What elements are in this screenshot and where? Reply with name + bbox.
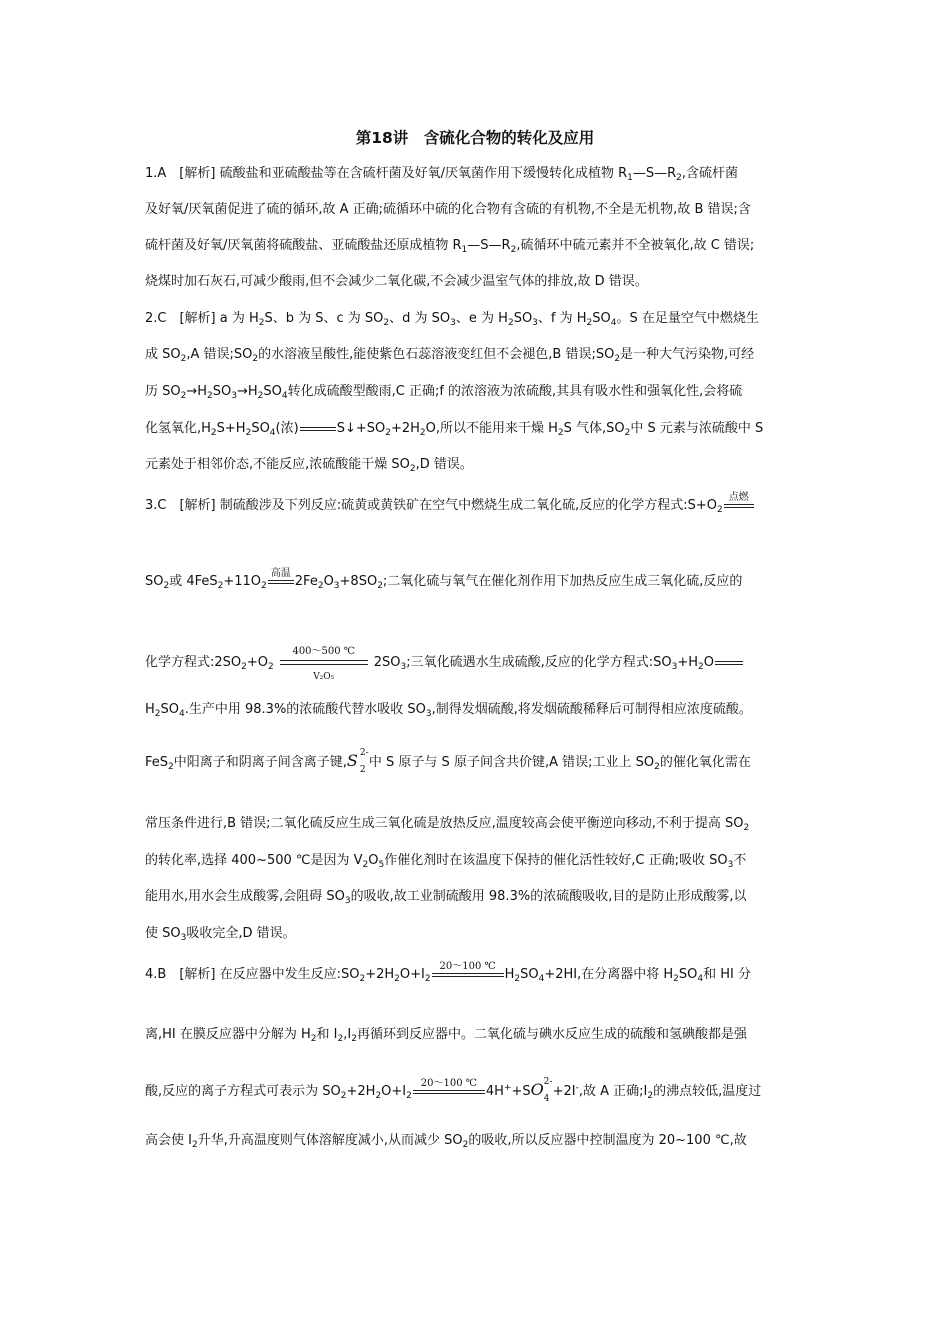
q4-line-4: 高会使 $I_2$升华,升高温度则气体溶解度减小,从而减少 $SO_2$的吸收,所以反应器中控制温度为 20~100 ℃,故 — [145, 1133, 747, 1150]
page-title: 第18讲 含硫化合物的转化及应用 — [355, 129, 595, 147]
q1-line-4: 烧煤时加石灰石,可减少酸雨,但不会减少二氧化碳,不会减少温室气体的排放,故 D 错误。 — [145, 274, 648, 289]
q2-line-2: 成 $SO_2,A$ 错误$;SO_2$的水溶液呈酸性,能使紫色石蕊溶液变红但不会褪色,B 错误$;SO_2$是一种大气污染物,可经 — [145, 347, 755, 364]
q2-line-1: 2.C [解析] a 为 $H_2S$、b 为 S、c 为 $SO_2$、d 为 $SO_3$、e 为 $H_2SO_3$、f 为 $H_2SO_4$。S 在足量空气中燃烧生 — [145, 311, 759, 328]
q3-line-5: FeS$_2$中阳离子和阴离子间含离子键,S 2- 2 中 S 原子与 S 原子间含共价键,A 错误;工业上 $SO_2$的催化氧化需在 — [145, 748, 751, 775]
q1-line-3: 硫杆菌及好氧/厌氧菌将硫酸盐、亚硫酸盐还原成植物 $R_1—S—R_2$,硫循环中硫元素并不全被氧化,故 C 错误; — [145, 238, 755, 255]
condition-arrow: 20～100 ℃ — [432, 973, 504, 977]
q3-line-6: 常压条件进行,B 错误;二氧化硫反应生成三氧化硫是放热反应,温度较高会使平衡逆向移动,不利于提高 $SO_2$ — [145, 816, 750, 833]
condition-arrow: 20～100 ℃ — [413, 1090, 485, 1094]
sulfate-ion: O 2- 4 — [530, 1077, 553, 1104]
disulfide-ion: S 2- 2 — [346, 748, 369, 775]
condition-arrow: 高温 — [268, 580, 294, 584]
q2-line-3: 历 $SO_2\to H_2SO_3\to H_2SO_4$转化成硫酸型酸雨,C 正确;f 的浓溶液为浓硫酸,其具有吸水性和强氧化性,会将硫 — [145, 384, 743, 401]
q4-line-1: 4.B [解析] 在反应器中发生反应$:SO_2+2H_2O+I_2$ 20～100 ℃ $H_2SO_4+2HI$,在分离器中将 $H_2SO_4$和 HI 分 — [145, 960, 751, 984]
q3-line-4: $H_2SO_4$.生产中用 98.3%的浓硫酸代替水吸收 $SO_3$,制得发烟硫酸,将发烟硫酸稀释后可制得相应浓度硫酸。 — [145, 702, 752, 719]
q3-line-7: 的转化率,选择 400~500 ℃是因为 $V_2O_5$作催化剂时在该温度下保持的催化活性较好,C 正确;吸收 $SO_3$不 — [145, 853, 747, 870]
q3-line-2: $SO_2$或 $4FeS_2+11O_2$ 高温 $2Fe_2O_3+8SO_2$;二氧化硫与氧气在催化剂作用下加热反应生成三氧化硫,反应的 — [145, 567, 743, 591]
q2-line-4: 化氢氧化$,H_2S+H_2SO_4$(浓) $S↓+SO_2+2H_2O$,所以不能用来干燥 $H_2S$ 气体$,SO_2$中 S 元素与浓硫酸中 S — [145, 421, 764, 438]
equals-arrow — [715, 661, 743, 665]
reversible-arrow: $\frac{400\sim 500 ℃}{\text{V₂O₅}}$ — [280, 658, 368, 668]
q2-line-5: 元素处于相邻价态,不能反应,浓硫酸能干燥 $SO_2,D$ 错误。 — [145, 457, 473, 474]
q1-line-1: 1.A [解析] 硫酸盐和亚硫酸盐等在含硫杆菌及好氧/厌氧菌作用下缓慢转化成植物 $R_1—S—R_2$,含硫杆菌 — [145, 166, 739, 183]
q3-line-3: 化学方程式$:2SO_2+O_2$ $\frac{400\sim 500 ℃}{\text{V₂O₅}}$ $2SO_3$;三氧化硫遇水生成硫酸,反应的化学方程式$:SO_3+H_2O$ — [145, 654, 744, 676]
equals-arrow — [300, 427, 336, 431]
q3-line-1: 3.C [解析] 制硫酸涉及下列反应:硫黄或黄铁矿在空气中燃烧生成二氧化硫,反应的化学方程式$:S+O_2$ 点燃 — [145, 497, 755, 519]
q3-line-9: 使 $SO_3$吸收完全,D 错误。 — [145, 926, 296, 943]
q3-line-8: 能用水,用水会生成酸雾,会阻碍 $SO_3$的吸收,故工业制硫酸用 98.3%的浓硫酸吸收,目的是防止形成酸雾,以 — [145, 889, 747, 906]
q4-line-2: 离,HI 在膜反应器中分解为 $H_2$和 $I_2,I_2$再循环到反应器中。二氧化硫与碘水反应生成的硫酸和氢碘酸都是强 — [145, 1027, 747, 1044]
condition-arrow: 点燃 — [724, 504, 754, 508]
q1-line-2: 及好氧/厌氧菌促进了硫的循环,故 A 正确;硫循环中硫的化合物有含硫的有机物,不全是无机物,故 B 错误;含 — [145, 202, 751, 217]
q4-line-3: 酸,反应的离子方程式可表示为 $SO_2+2H_2O+I_2$ 20～100 ℃ 4H++SO 2- 4 +2I-,故 A 正确$;I_2$的沸点较低,温度过 — [145, 1077, 762, 1104]
